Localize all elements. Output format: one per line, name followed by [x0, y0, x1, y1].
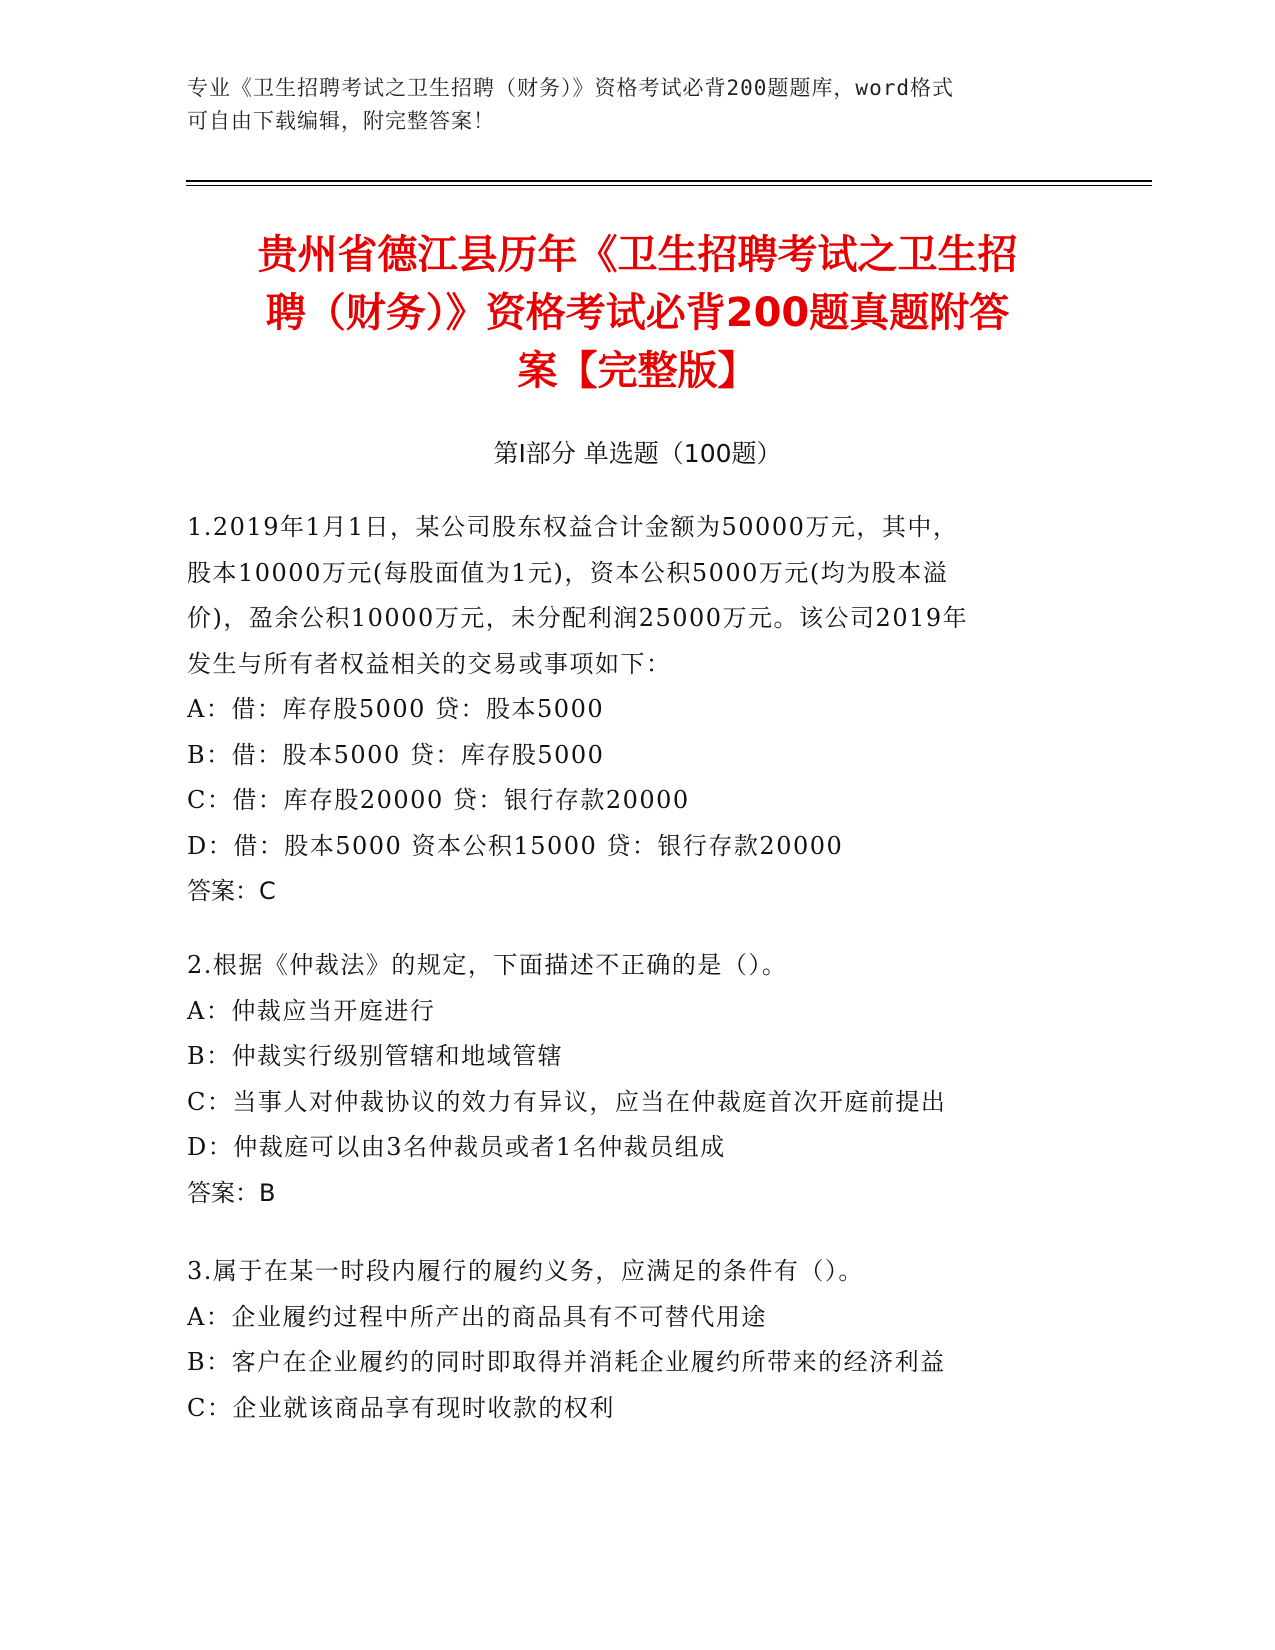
header-divider-thick: [186, 180, 1152, 182]
question-stem-line: 发生与所有者权益相关的交易或事项如下：: [187, 649, 672, 678]
option-d: D：仲裁庭可以由3名仲裁员或者1名仲裁员组成: [187, 1133, 726, 1161]
question-stem-line: 2.根据《仲裁法》的规定，下面描述不正确的是（）。: [187, 951, 788, 979]
option-a: A：企业履约过程中所产出的商品具有不可替代用途: [187, 1302, 767, 1331]
question-2: [187, 943, 1067, 1216]
option-c: C：企业就该商品享有现时收款的权利: [187, 1393, 615, 1422]
title-line-2: 聘（财务）》资格考试必背200题真题附答: [265, 290, 1010, 336]
option-b: B：仲裁实行级别管辖和地域管辖: [187, 1042, 564, 1070]
header-note-line-1: 专业《卫生招聘考试之卫生招聘（财务）》资格考试必背200题题库，word格式: [187, 76, 954, 100]
option-b: B：借：股本5000 贷：库存股5000: [187, 740, 605, 769]
section-heading: 第Ⅰ部分 单选题（100题）: [493, 439, 782, 468]
question-stem-line: 3.属于在某一时段内履行的履约义务，应满足的条件有（）。: [187, 1257, 864, 1285]
option-a: A：借：库存股5000 贷：股本5000: [187, 695, 605, 723]
option-c: C：当事人对仲裁协议的效力有异议，应当在仲裁庭首次开庭前提出: [187, 1087, 947, 1116]
question-1: [187, 505, 1067, 915]
question-stem-line: 1.2019年1月1日，某公司股东权益合计金额为50000万元，其中，: [187, 513, 959, 541]
question-stem-line: 股本10000万元(每股面值为1元)，资本公积5000万元(均为股本溢: [187, 558, 949, 587]
option-d: D：借：股本5000 资本公积15000 贷：银行存款20000: [187, 831, 844, 860]
option-c: C：借：库存股20000 贷：银行存款20000: [187, 786, 690, 814]
question-3: [187, 1249, 1067, 1431]
option-b: B：客户在企业履约的同时即取得并消耗企业履约所带来的经济利益: [187, 1348, 946, 1376]
header-note-line-2: 可自由下载编辑，附完整答案！: [187, 109, 495, 133]
answer: 答案：B: [187, 1178, 276, 1207]
title-line-1: 贵州省德江县历年《卫生招聘考试之卫生招: [257, 232, 1018, 278]
title-line-3: 案【完整版】: [517, 348, 758, 394]
option-a: A：仲裁应当开庭进行: [187, 996, 436, 1025]
document-title: [180, 226, 1095, 400]
question-stem-line: 价)，盈余公积10000万元，未分配利润25000万元。该公司2019年: [187, 604, 969, 632]
answer: 答案：C: [187, 877, 276, 905]
header-divider-thin: [186, 185, 1152, 186]
header-note: [187, 72, 1067, 138]
